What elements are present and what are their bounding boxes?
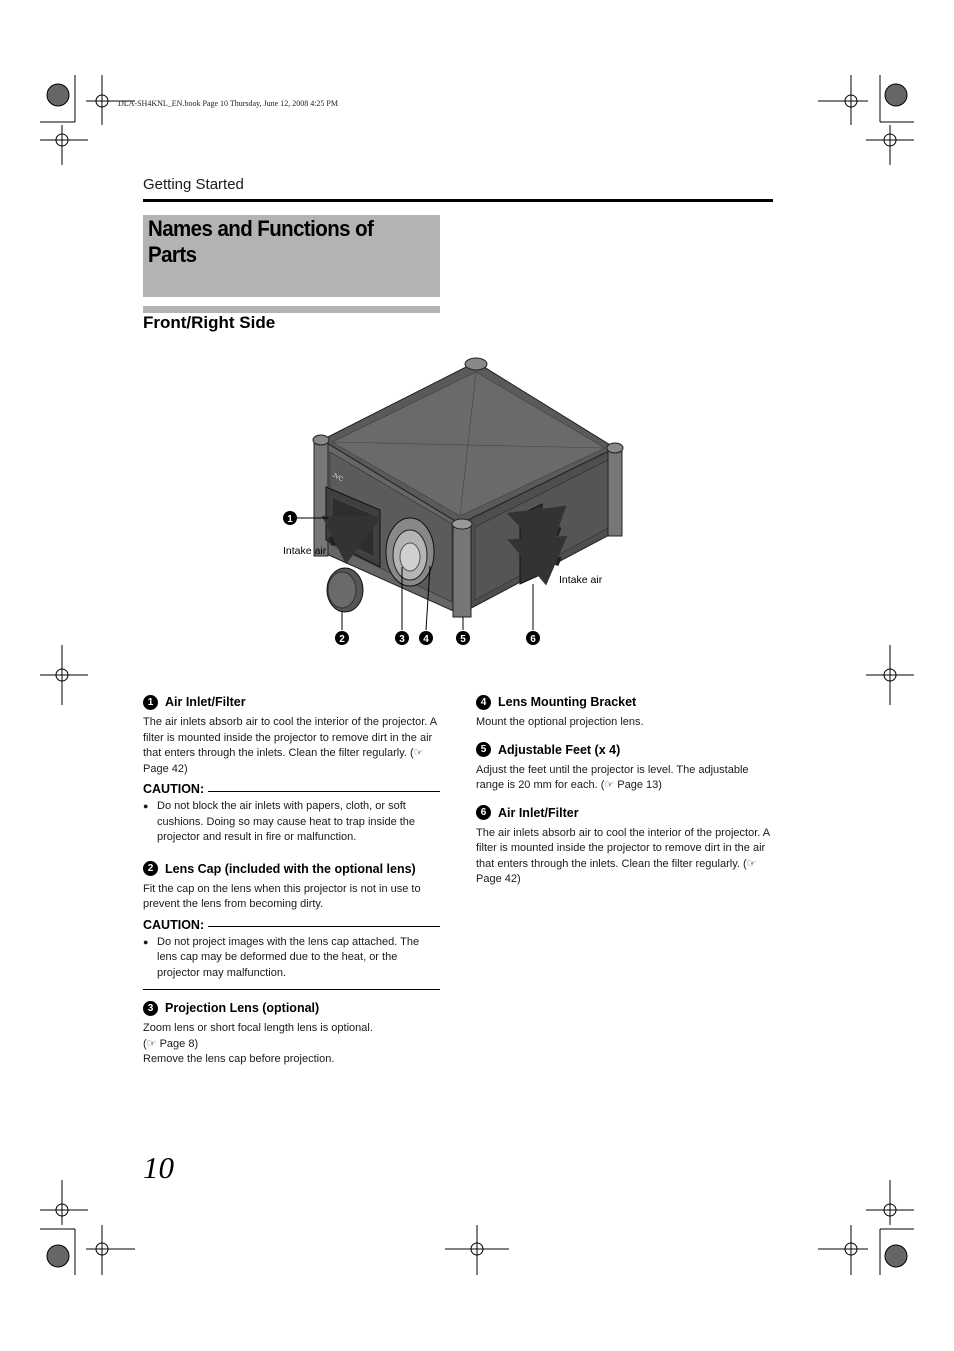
item-body: The air inlets absorb air to cool the interior of the projector. A filter is mounted inside the projector to remove dirt in the air that enters through the inlets. Clean the filter regularly. (☞ Page 42) (143, 716, 437, 775)
item-heading: Adjustable Feet (x 4) (498, 742, 621, 757)
body-line: Zoom lens or short focal length lens is optional. (143, 1022, 373, 1034)
item-body: Adjust the feet until the projector is level. The adjustable range is 20 mm for each. (☞ Page 13) (476, 763, 749, 791)
item-lens-cap (143, 861, 440, 991)
title-underbar (143, 306, 440, 313)
item-air-inlet-filter-front (143, 694, 440, 846)
section-label: Getting Started (143, 176, 244, 193)
item-adjustable-feet (476, 742, 773, 794)
item-heading: Air Inlet/Filter (165, 695, 246, 709)
item-number: 1 (143, 695, 158, 710)
item-projection-lens (143, 1000, 440, 1068)
item-heading: Projection Lens (optional) (165, 1001, 320, 1015)
item-air-inlet-filter-side (476, 805, 773, 888)
print-header: DLA-SH4KNL_EN.book Page 10 Thursday, June 12, 2008 4:25 PM (118, 99, 338, 108)
callout-5: 5 (460, 634, 466, 645)
item-lens-mounting-bracket (476, 694, 773, 731)
callout-6: 6 (530, 634, 536, 645)
brand-logo: JVC (331, 472, 344, 484)
caution-text: Do not block the air inlets with papers, cloth, or soft cushions. Doing so may cause heat to trap inside the projector and result in fire or malfunction. (157, 800, 416, 843)
caution-label: CAUTION: (143, 917, 205, 932)
caution-label: CAUTION: (143, 782, 205, 796)
caution-rule (208, 926, 440, 927)
item-body: Mount the optional projection lens. (476, 716, 644, 728)
page-number: 10 (143, 1150, 174, 1185)
callout-4: 4 (423, 634, 429, 645)
title-box (143, 215, 440, 297)
callout-2: 2 (339, 634, 345, 645)
section-separator (143, 989, 440, 990)
subheading: Front/Right Side (143, 313, 276, 332)
item-body (143, 1021, 440, 1068)
callout-3: 3 (399, 634, 405, 645)
projector-diagram (270, 352, 670, 652)
item-heading: Lens Mounting Bracket (498, 695, 637, 709)
right-column (476, 694, 773, 888)
item-number: 5 (476, 742, 491, 757)
bullet-icon: ● (143, 936, 149, 947)
item-number: 4 (476, 695, 491, 710)
body-line: (☞ Page 8) (143, 1037, 199, 1050)
intake-air-label-left: Intake air (283, 545, 327, 557)
callout-1: 1 (287, 514, 293, 525)
caution-text: Do not project images with the lens cap attached. The lens cap may be deformed due to the heat, or the projector may malfunction. (157, 935, 420, 979)
intake-air-label-right: Intake air (559, 574, 603, 586)
item-number: 2 (143, 861, 158, 876)
body-line: Remove the lens cap before projection. (143, 1053, 335, 1065)
page-title: Names and Functions of Parts (148, 216, 374, 267)
item-heading: Air Inlet/Filter (498, 805, 579, 820)
item-number: 6 (476, 805, 491, 820)
item-heading: Lens Cap (included with the optional lens) (165, 861, 416, 876)
caution-rule (208, 791, 440, 792)
bullet-icon: ● (143, 801, 149, 811)
header-rule (143, 199, 773, 202)
item-body: Fit the cap on the lens when this projector is not in use to prevent the lens from becoming dirty. (143, 882, 421, 910)
item-body: The air inlets absorb air to cool the interior of the projector. A filter is mounted inside the projector to remove dirt in the air that enters through the inlets. Clean the filter regularly. (☞ Page 42) (476, 826, 770, 885)
item-number: 3 (143, 1001, 158, 1016)
left-column (143, 694, 440, 1068)
